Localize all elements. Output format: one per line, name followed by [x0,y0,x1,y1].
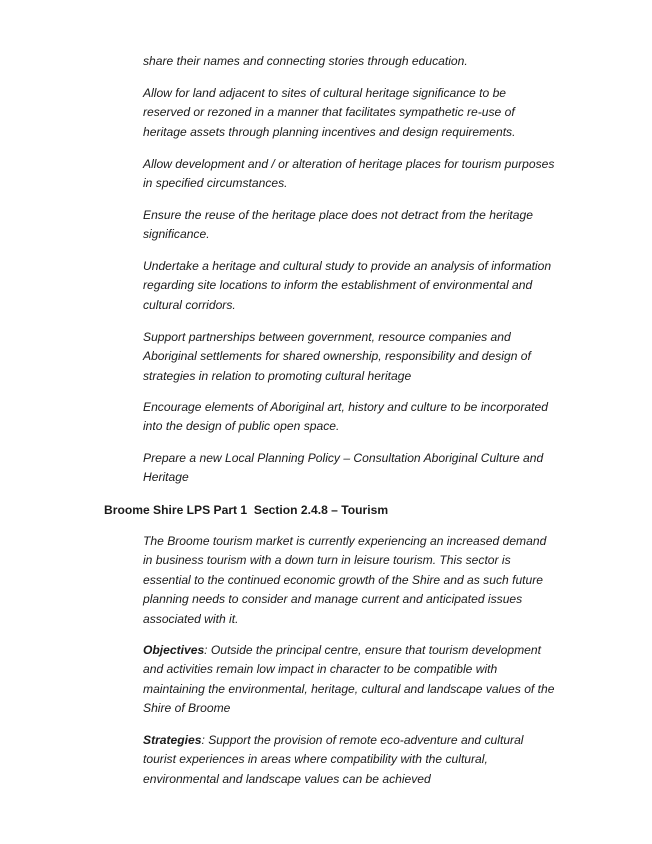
paragraph-strategies [143,731,555,789]
paragraph-tourism-intro: The Broome tourism market is currently experiencing an increased demand in business tourism with a down turn in leisure tourism. This sector is essential to the continued economic growth of the Shire and as such future planning needs to consider and manage current and anticipated issues associated with it. [143,534,547,626]
paragraph-local-planning-policy: Prepare a new Local Planning Policy – Consultation Aboriginal Culture and Heritage [143,451,544,485]
paragraph-land-adjacent: Allow for land adjacent to sites of cultural heritage significance to be reserved or rezoned in a manner that facilitates sympathetic re-use of heritage assets through planning incentives and design requirements. [143,86,516,139]
paragraph-reuse-heritage: Ensure the reuse of the heritage place does not detract from the heritage significance. [143,208,533,242]
paragraph-aboriginal-art: Encourage elements of Aboriginal art, history and culture to be incorporated into the design of public open space. [143,400,548,434]
section-heading: Broome Shire LPS Part 1 Section 2.4.8 – Tourism [104,503,389,517]
paragraph-objectives [143,641,555,719]
strategies-text: : Support the provision of remote eco-adventure and cultural tourist experiences in areas where compatibility with the cultural, environmental and landscape values can be achieved [143,733,524,786]
paragraph-development-alteration: Allow development and / or alteration of heritage places for tourism purposes in specified circumstances. [143,157,555,191]
objectives-text: : Outside the principal centre, ensure that tourism development and activities remain low impact in character to be compatible with maintaining the environmental, heritage, cultural and landscape values of the Shire of Broome [143,643,555,716]
objectives-label: Objectives [143,643,205,657]
strategies-label: Strategies [143,733,202,747]
paragraph-education: share their names and connecting stories through education. [143,54,468,68]
paragraph-partnerships: Support partnerships between government, resource companies and Aboriginal settlements for shared ownership, responsibility and design of strategies in relation to promoting cultural heritage [143,330,531,383]
paragraph-heritage-study: Undertake a heritage and cultural study to provide an analysis of information regarding site locations to inform the establishment of environmental and cultural corridors. [143,259,552,312]
